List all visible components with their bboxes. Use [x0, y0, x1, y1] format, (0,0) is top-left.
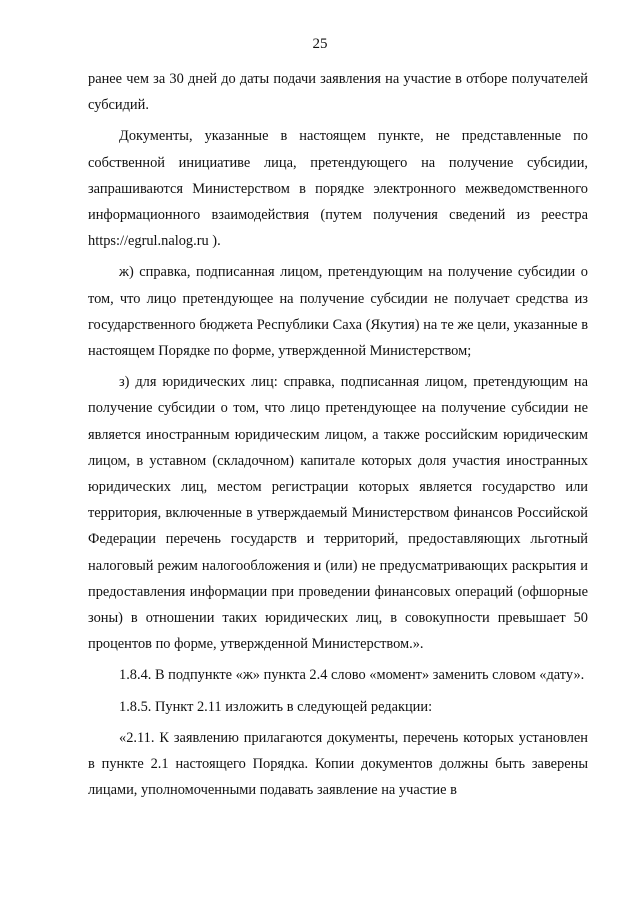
paragraph-1-8-4: 1.8.4. В подпункте «ж» пункта 2.4 слово «момент» заменить словом «дату». — [119, 667, 585, 684]
paragraph-documents-request: Документы, указанные в настоящем пункте, не представленные по собственной инициативе лица, претендующего на получение субсидии, запрашиваются Министерством в порядке электронного межведомственного информационного взаимодействия (путем получения сведений из реестра https://egrul.nalog.ru ). — [88, 128, 588, 250]
paragraph-1-8-5: 1.8.5. Пункт 2.11 изложить в следующей редакции: — [119, 698, 433, 715]
paragraph-continuation: ранее чем за 30 дней до даты подачи заявления на участие в отборе получателей субсидий. — [88, 71, 588, 114]
paragraph-2-11: «2.11. К заявлению прилагаются документы, перечень которых установлен в пункте 2.1 настоящего Порядка. Копии документов должны быть заверены лицами, уполномоченными подавать заявление на участие в — [88, 729, 588, 799]
document-body — [88, 66, 588, 808]
paragraph-item-z: з) для юридических лиц: справка, подписанная лицом, претендующим на получение субсидии о том, что лицо претендующее на получение субсидии не является иностранным юридическим лицом, а также российским юридическим лицом, в уставном (складочном) капитале которых доля участия иностранных юридических лиц, местом регистрации которых является государство или территория, включенные в утверждаемый Министерством финансов Российской Федерации перечень государств и территорий, предоставляющих льготный налоговый режим налогообложения и (или) не предусматривающих раскрытия и предоставления информации при проведении финансовых операций (офшорные зоны) в отношении таких юридических лиц, в совокупности превышает 50 процентов по форме, утвержденной Министерством.». — [88, 374, 588, 653]
paragraph-item-zh: ж) справка, подписанная лицом, претендующим на получение субсидии о том, что лицо претендующее на получение субсидии не получает средства из государственного бюджета Республики Саха (Якутия) на те же цели, указанные в настоящем Порядке по форме, утвержденной Министерством; — [88, 264, 588, 360]
page-number: 25 — [312, 36, 328, 52]
